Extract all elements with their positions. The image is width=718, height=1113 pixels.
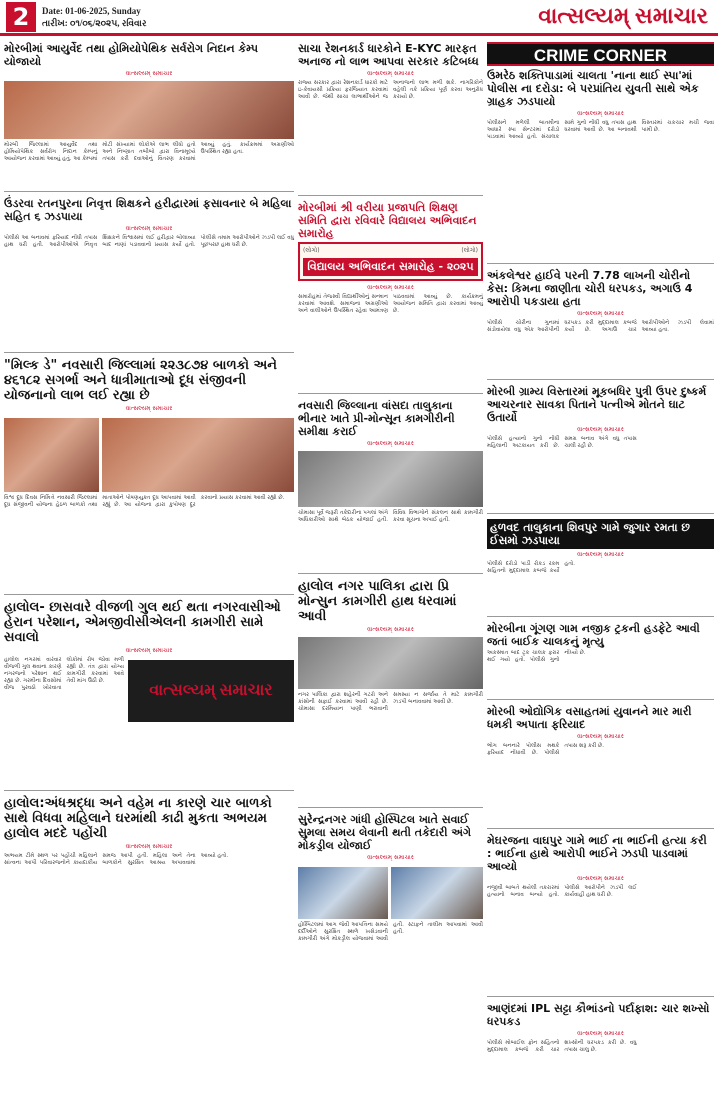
story-body: ચોમાસા પૂર્વે જરૂરી તકેદારીના પગલાં અંગે અધિકારીઓ સાથે બેઠક યોજાઈ હતી. વિવિધ વિભાગોને સંકલન સાથે કામગીરી કરવા સૂચના અપાઈ હતી. [298,510,483,523]
story-photo [298,867,388,919]
headline: હાલોલ નગર પાલિકા દ્વારા પ્રિ મોન્સુન કામગીરી હાથ ધરવામાં આવી [298,579,457,624]
crime-corner-banner: CRIME CORNER [487,42,714,66]
story-body: અકસ્માત બાદ ટ્રક ચાલક ફરાર થઈ ગયો હતો. પોલીસે ગુનો નોંધ્યો છે. [487,650,586,663]
headline: હાલોલ- છાસવારે વીજળી ગુલ થઈ થતા નગરવાસીઓ હેરાન પરેશાન, એમજીવીસીએલની કામગીરી સામે સવાલો [4,600,281,645]
story-body: પોલીસે મોબાઈલ ફોન સહિતનો મુદ્દામાલ કબજે કરી ચાર શખ્સોની ધરપકડ કરી છે. વધુ તપાસ ચાલુ છે. [487,1040,637,1053]
event-banner [298,242,483,281]
story-body: ભોગ બનનારે પોલીસ મથકે ફરિયાદ નોંધાવી છે. પોલીસે તપાસ શરૂ કરી છે. [487,743,605,756]
headline: મોરબી ઓદ્યોગિક વસાહતમાં યુવાનને માર મારી ધમકી અપાતા ફરિયાદ [487,705,692,731]
byline: વાત્સલ્યમ્ સમાચાર [125,647,173,654]
byline: વાત્સલ્યમ્ સમાચાર [367,854,414,861]
brand-logo: વાત્સલ્યમ્ સમાચાર [538,3,708,28]
story-body: હાલોલ નગરમાં વારંવાર વીજળી ગુલ થવાના કારણે નગરજનો પરેશાન થઈ રહ્યા છે. ગરમીના દિવસોમાં વીજ પુરવઠો ખોરવાતા લોકોમાં રોષ જોવા મળી રહ્યો છે. તંત્ર દ્વારા યોગ્ય કામગીરી કરવામાં આવે તેવી માંગ ઉઠી છે. [4,657,124,691]
story-body: પોલીસે આ બનાવમાં ફરિયાદ નોંધી તપાસ હાથ ધરી હતી. આરોપીઓએ નિવૃત્ત શિક્ષકને વિશ્વાસમાં લઈ હરીદ્વાર બોલાવ્યા બાદ નાણાં પડાવવાનો પ્રયાસ કર્યો હતો. પોલીસે તમામ આરોપીઓને ઝડપી લઈ વધુ પૂછપરછ હાથ ધરી છે. [4,235,294,248]
story-milk-day [4,358,294,595]
story-body: પોલીસને મળેલી બાતમીના આધારે સ્પા સેન્ટરમાં દરોડો પાડવામાં આવ્યો હતો. સંચાલક સામે ગુનો નોંધી વધુ તપાસ હાથ ધરવામાં આવી છે. આ બનાવથી વિસ્તારમાં ચકચાર મચી જવા પામી છે. [487,120,714,140]
headline: ઉંડરવા રતનપુરના નિવૃત્ત શિક્ષકને હરીદ્વારમાં ફસાવનાર બે મહિલા સહિત ૬ ઝડપાયા [4,197,292,223]
headline: મોરબીના ગૂંગણ ગામ નજીક ટ્રકની હડફેટે આવી જતાં બાઈક ચાલકનું મૃત્યુ [487,622,700,648]
story-body: સમારોહમાં તેજસ્વી વિદ્યાર્થીઓનું સન્માન કરવામાં આવશે. સમાજના અગ્રણીઓ અને વાલીઓને ઉપસ્થિત રહેવા આમંત્રણ પાઠવવામાં આવ્યું છે. કાર્યક્રમનું આયોજન સમિતિ દ્વારા કરવામાં આવ્યું છે. [298,294,483,314]
story-body: વિશ્વ દૂધ દિવસ નિમિત્તે નવસારી જિલ્લામાં દૂધ સંજીવની યોજના હેઠળ બાળકો તથા માતાઓને પોષણયુક્ત દૂધ આપવામાં આવી રહ્યું છે. આ યોજના દ્વારા કુપોષણ દૂર કરવાનો પ્રયાસ કરવામાં આવી રહ્યો છે. [4,495,285,508]
headline: હાલોલ:અંધશ્રદ્ધા અને વહેમ ના કારણે ચાર બાળકો સાથે વિધવા મહિલાને ઘરમાંથી કાઢી મુકતા અભયમ હાલોલ મદદે પહોંચી [4,796,272,841]
story-halol-municipality [298,579,483,808]
story-body: નજીવી બાબતે થયેલી તકરારમાં હત્યાનો બનાવ બન્યો હતો. પોલીસે આરોપીને ઝડપી લઈ કાર્યવાહી હાથ ધરી છે. [487,885,637,898]
story-teacher-arrest [4,197,294,353]
story-photo [391,867,483,919]
watermark-text: વાત્સલ્યમ્ સમાચાર [149,682,273,699]
column-middle [298,42,483,1018]
byline: વાત્સલ્યમ્ સમાચાર [125,70,173,77]
story-photo [4,81,294,139]
headline: મેઘરજના વાઘપુર ગામે ભાઈ ના ભાઈની હત્યા કરી : ભાઈના હાથે આરોપી ભાઈને ઝડપી પાડવામાં આવ્યો [487,834,707,873]
event-logo-left: (લોગો) [303,247,320,254]
byline: વાત્સલ્યમ્ સમાચાર [577,733,624,740]
story-body: પોલીસે હત્યાનો ગુનો નોંધી મહિલાની અટકાયત કરી છે. સમગ્ર બનાવ અંગે વધુ તપાસ ચાલી રહી છે. [487,436,637,449]
byline: વાત્સલ્યમ્ સમાચાર [125,225,173,232]
event-title: વિદ્યાલય અભિવાદન સમારોહ - ૨૦૨૫ [303,258,478,276]
headline: મોરબીમાં શ્રી વરીયા પ્રજાપતિ શિક્ષણ સમિતિ દ્વારા રવિવારે વિદ્યાલય અભિવાદન સમારોહ [298,201,477,240]
story-photo [298,451,483,507]
headline: ઉમરેઠ શક્તિપાડામાં ચાલતા 'નાના થાઈ સ્પા'માં પોલીસ ના દરોડા: બે પરપ્રાંતિય યુવતી સાથે એક ગ્રાહક ઝડપાયો [487,69,699,108]
story-anand-ipl [487,1002,714,1113]
column-right [487,42,714,1053]
headline: "મિલ્ક ડે" નવસારી જિલ્લામાં ૨૨૩૮૭૪ બાળકો અને ૪૬૧૮૨ સગર્ભા અને ધાત્રીમાતાઓ દૂધ સંજીવની યોજનાનો લાભ લઈ રહ્યા છે [4,358,277,403]
story-navsari-premonsoon [298,399,483,574]
byline: વાત્સલ્યમ્ સમાચાર [125,843,173,850]
story-halvad-gambling [487,519,714,617]
byline: વાત્સલ્યમ્ સમાચાર [125,405,173,412]
story-photo [4,418,99,492]
headline: નવસારી જિલ્લાના વાંસદા તાલુકાના ભીનાર ખાતે પ્રી-મોન્સૂન કામગીરીની સમીક્ષા કરાઈ [298,399,455,438]
date-line [42,5,147,29]
story-morbi-murder [487,385,714,514]
story-body: પોલીસે ચોરીના ગુનામાં સંડોવાયેલા વધુ એક આરોપીની ધરપકડ કરી મુદ્દામાલ કબજે કર્યો છે. અગાઉ ચાર આરોપીઓને ઝડપી લેવામાં આવ્યા હતા. [487,320,714,333]
story-body: નગર પાલિકા દ્વારા શહેરની ગટરો અને કાંસોની સફાઈ કરવામાં આવી રહી છે. ચોમાસા દરમિયાન પાણી ભરાવાની સમસ્યા ન સર્જાય તે માટે કામગીરી ઝડપી બનાવવામાં આવી છે. [298,692,483,712]
story-morbi-camp [4,42,294,192]
byline: વાત્સલ્યમ્ સમાચાર [577,875,624,882]
headline: સાચા રેશનકાર્ડ ધારકોને E-KYC મારફત અનાજ નો લાભ આપવા સરકાર કટિબધ્ધ [298,42,479,68]
headline: સુરેન્દ્રનગર ગાંધી હોસ્પિટલ ખાતે સવાઈ સુમલા સમય લેવાની થતી તકેદારી અંગે મોકડ્રીલ યોજાઈ [298,813,471,852]
byline: વાત્સલ્યમ્ સમાચાર [367,626,414,633]
byline: વાત્સલ્યમ્ સમાચાર [367,70,414,77]
story-photo [298,637,483,689]
watermark-photo [128,660,294,722]
story-morbi-assault [487,705,714,829]
page-number: 2 [6,2,36,32]
story-ankleshwar-theft [487,269,714,380]
column-left [4,42,294,1018]
date-gujarati: તારીખ: ૦૧/૦૬/૨૦૨૫, રવિવાર [42,18,147,28]
headline: હળવદ તાલુકાના શિવપુર ગામે જુગાર રમતા છ ઈસમો ઝડપાયા [487,519,714,549]
byline: વાત્સલ્યમ્ સમાચાર [577,426,624,433]
event-logo-right: (લોગો) [461,247,478,254]
date-english: Date: 01-06-2025, Sunday [42,6,141,16]
byline: વાત્સલ્યમ્ સમાચાર [367,284,414,291]
story-body: હોસ્પિટલમાં આગ જેવી આપત્તિના સમયે દર્દીઓને સુરક્ષિત સ્થળે ખસેડવાની કામગીરી અંગે મોકડ્રીલ યોજવામાં આવી હતી. સ્ટાફને તાલીમ આપવામાં આવી હતી. [298,922,483,942]
story-photo [102,418,294,492]
byline: વાત્સલ્યમ્ સમાચાર [577,1030,624,1037]
byline: વાત્સલ્યમ્ સમાચાર [577,110,624,117]
story-body: અભયમ ટીમે સ્થળ પર પહોંચી મહિલાને સાંત્વના આપી પરિવારજનોને કાયદાકીય સમજ આપી હતી. મહિલા અને તેના બાળકોને સુરક્ષિત આશ્રય અપાવવામાં આવ્યો હતો. [4,853,229,866]
headline: મોરબીમાં આયુર્વેદ તથા હોમિયોપેથિક સર્વરોગ નિદાન કેમ્પ યોજાયો [4,42,259,68]
story-body: પોલીસે દરોડો પાડી રોકડ રકમ સહિતનો મુદ્દામાલ કબજે કર્યો હતો. [487,561,576,574]
headline: મોરબી ગ્રામ્ય વિસ્તારમાં મૂકબધિર પુત્રી ઉપર દુષ્કર્મ આચરનાર સાવકા પિતાને પત્નીએ મોતને ઘાટ ઉતાર્યો [487,385,707,424]
story-halol-widow [4,796,294,974]
story-ration-ekyc [298,42,483,196]
story-meghraj-murder [487,834,714,997]
story-body: મોરબી જિલ્લામાં આયુર્વેદ તથા હોમિયોપેથિક સર્વરોગ નિદાન કેમ્પનું આયોજન કરવામાં આવ્યું હતું. આ કેમ્પમાં મોટી સંખ્યામાં લોકોએ લાભ લીધો હતો અને નિષ્ણાત તબીબો દ્વારા વિનામૂલ્યે તપાસ કરી દવાઓનું વિતરણ કરવામાં આવ્યું હતું. કાર્યક્રમમાં અગ્રણીઓ ઉપસ્થિત રહ્યા હતા. [4,142,294,162]
story-surendranagar-mockdrill [298,813,483,1025]
byline: વાત્સલ્યમ્ સમાચાર [577,310,624,317]
story-umreth-spa [487,69,714,264]
byline: વાત્સલ્યમ્ સમાચાર [577,551,624,558]
story-education-ceremony [298,201,483,394]
story-halol-power [4,600,294,791]
headline: અંકલેશ્વર હાઈવે પરની 7.78 લાખની ચોરીનો કેસ: કિમના જાણીતા ચોરી ધરપકડ, અગાઉ 4 આરોપી પકડાયા હતા [487,269,693,308]
byline: વાત્સલ્યમ્ સમાચાર [367,440,414,447]
headline: આણંદમાં IPL સટ્ટા કૌભાંડનો પર્દાફાશ: ચાર શખ્સો ધરપકડ [487,1002,710,1028]
story-morbi-accident [487,622,714,700]
story-body: રાજ્ય સરકાર દ્વારા રેશનકાર્ડ ધારકો માટે ઇ-કેવાયસી પ્રક્રિયા ફરજિયાત કરવામાં આવી છે. જેથી સાચા લાભાર્થીઓને જ અનાજનો લાભ મળી શકે. નાગરિકોને વહેલી તકે પ્રક્રિયા પૂર્ણ કરવા અનુરોધ કરાયો છે. [298,80,483,100]
masthead [0,0,718,36]
